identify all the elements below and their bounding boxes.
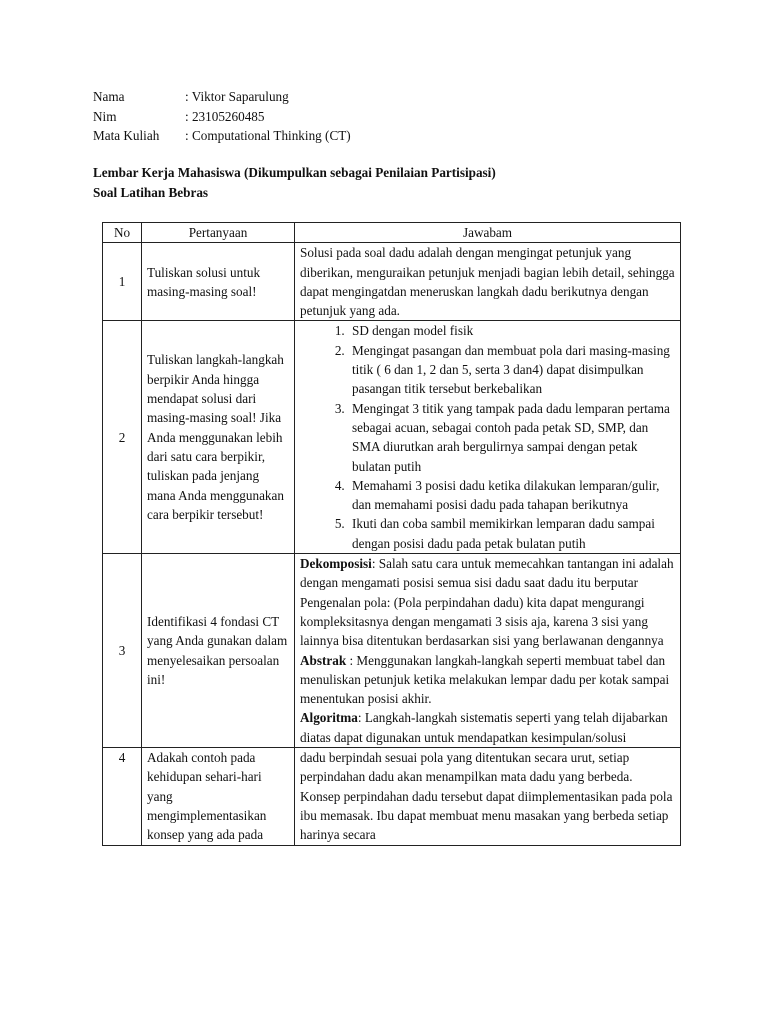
question-cell: Adakah contoh pada kehidupan sehari-hari yang mengimplementasikan konsep yang ada pada bbox=[142, 748, 295, 845]
header-question: Pertanyaan bbox=[142, 223, 295, 243]
table-row bbox=[103, 243, 681, 321]
qa-table bbox=[102, 222, 681, 846]
row-number: 1 bbox=[103, 243, 142, 321]
row-number: 3 bbox=[103, 554, 142, 748]
answer-cell bbox=[295, 321, 681, 554]
document-titles bbox=[93, 163, 496, 202]
table-row bbox=[103, 554, 681, 748]
list-item: 5. Ikuti dan coba sambil memikirkan lemparan dadu sampai dengan posisi dadu pada petak bulatan putih bbox=[348, 514, 676, 553]
list-item: 3. Mengingat 3 titik yang tampak pada dadu lemparan pertama sebagai acuan, sebagai contoh pada petak SD, SMP, dan SMA diurutkan arah bergulirnya sampai dengan petak bulatan putih bbox=[348, 399, 676, 476]
info-row-nim bbox=[93, 107, 351, 127]
question-cell: Tuliskan langkah-langkah berpikir Anda hingga mendapat solusi dari masing-masing soal! Jika Anda menggunakan lebih dari satu cara berpikir, tuliskan pada jenjang mana Anda menggunakan cara berpikir tersebut! bbox=[142, 321, 295, 554]
table-header-row bbox=[103, 223, 681, 243]
list-item: 2. Mengingat pasangan dan membuat pola dari masing-masing titik ( 6 dan 1, 2 dan 5, serta 3 dan4) dapat disimpulkan pasangan titik tersebut berkebalikan bbox=[348, 341, 676, 399]
list-item: 1. SD dengan model fisik bbox=[348, 321, 676, 340]
question-cell: Identifikasi 4 fondasi CT yang Anda gunakan dalam menyelesaikan persoalan ini! bbox=[142, 554, 295, 748]
info-label: Nama bbox=[93, 89, 125, 104]
info-label: Mata Kuliah bbox=[93, 128, 160, 143]
info-label: Nim bbox=[93, 108, 117, 124]
list-item: 4. Memahami 3 posisi dadu ketika dilakukan lemparan/gulir, dan memahami posisi dadu pada tahapan berikutnya bbox=[348, 476, 676, 515]
row-number: 2 bbox=[103, 321, 142, 554]
info-value: : 23105260485 bbox=[185, 108, 265, 124]
term-label: Abstrak bbox=[300, 652, 347, 668]
answer-paragraph-dekomposisi bbox=[300, 554, 676, 650]
table-row bbox=[103, 748, 681, 845]
table-row bbox=[103, 321, 681, 554]
student-info bbox=[93, 87, 351, 146]
info-row-nama bbox=[93, 87, 351, 107]
info-value: : Computational Thinking (CT) bbox=[185, 128, 351, 143]
term-text: : Langkah-langkah sistematis seperti yang telah dijabarkan diatas dapat digunakan untuk mendapatkan kesimpulan/solusi bbox=[300, 710, 668, 745]
worksheet-title: Lembar Kerja Mahasiswa (Dikumpulkan sebagai Penilaian Partisipasi) bbox=[93, 165, 496, 180]
term-label: Algoritma bbox=[300, 710, 358, 726]
answer-cell bbox=[295, 554, 681, 748]
info-row-mata-kuliah bbox=[93, 126, 351, 146]
worksheet-subtitle: Soal Latihan Bebras bbox=[93, 184, 209, 200]
question-cell: Tuliskan solusi untuk masing-masing soal! bbox=[142, 243, 295, 321]
info-value: : Viktor Saparulung bbox=[185, 89, 289, 104]
answer-cell: dadu berpindah sesuai pola yang ditentukan secara urut, setiap perpindahan dadu akan menampilkan mata dadu yang berbeda. Konsep perpindahan dadu tersebut dapat diimplementasikan pada pola ibu memasak. Ibu dapat membuat menu masakan yang berbeda setiap harinya secara bbox=[295, 748, 681, 845]
header-no: No bbox=[103, 223, 142, 243]
header-answer: Jawabam bbox=[295, 223, 681, 243]
row-number: 4 bbox=[103, 748, 142, 845]
term-label: Dekomposisi bbox=[300, 556, 372, 572]
answer-paragraph-algoritma bbox=[300, 708, 676, 747]
answer-steps-list bbox=[300, 321, 676, 553]
term-text: : Salah satu cara untuk memecahkan tantangan ini adalah dengan mengamati posisi semua sisi dadu saat dadu itu berputar Pengenalan pola: (Pola perpindahan dadu) kita dapat mengurangi kompleksitasnya dengan mengamati 3 sisis aja, karena 3 sisi yang lainnya bisa ditentukan berdasarkan sisi yang berlawanan dengannya bbox=[300, 556, 674, 649]
term-text: : Menggunakan langkah-langkah seperti membuat tabel dan menuliskan petunjuk ketika melakukan lempar dadu per kotak sampai menentukan posisi akhir. bbox=[300, 652, 670, 707]
answer-paragraph-abstrak bbox=[300, 651, 676, 709]
answer-cell: Solusi pada soal dadu adalah dengan mengingat petunjuk yang diberikan, menguraikan petunjuk menjadi bagian lebih detail, sehingga dapat mengingatdan meneruskan langkah dadu berikutnya dengan petunjuk yang ada. bbox=[295, 243, 681, 321]
